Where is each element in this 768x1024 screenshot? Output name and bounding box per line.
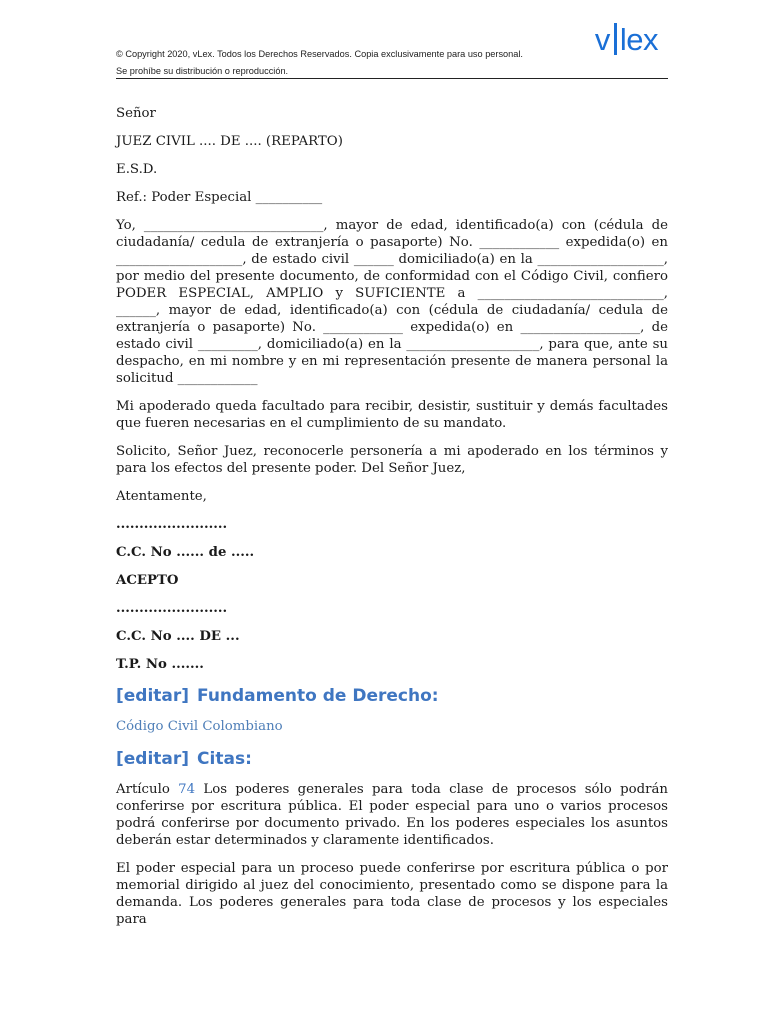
fundamento-title: Fundamento de Derecho: bbox=[197, 686, 439, 706]
powers-paragraph: Mi apoderado queda facultado para recibir, desistir, sustituir y demás facultades que fueren necesarias en el cumplimiento de su mandato. bbox=[116, 399, 668, 431]
cc-attorney: C.C. No .... DE ... bbox=[116, 629, 240, 644]
special-power-paragraph: El poder especial para un proceso puede conferirse por escritura pública o por memorial dirigido al juez del conocimiento, presentado como se dispone para la demanda. Los poderes generales para toda clase de procesos y los especiales para bbox=[116, 861, 668, 927]
accept-label: ACEPTO bbox=[116, 573, 179, 588]
document-page bbox=[116, 0, 668, 927]
edit-citas-link[interactable]: [editar] bbox=[116, 749, 190, 769]
cc-grantor: C.C. No ...... de ..... bbox=[116, 545, 255, 560]
copyright-notice bbox=[116, 46, 523, 80]
grant-paragraph: Yo, ___________________________, mayor de edad, identificado(a) con (cédula de ciudadanía/ cedula de extranjería o pasaporte) No. ____________ expedida(o) en ___________________, de estado civil ______ domiciliado(a) en la ___________________, por medio del presente documento, de conformidad con el Código Civil, confiero PODER ESPECIAL, AMPLIO y SUFICIENTE a ____________________________, ______, mayor de edad, identificado(a) con (cédula de ciudadanía/ cedula de extranjería o pasaporte) No. ____________ expedida(o) en __________________, de estado civil _________, domiciliado(a) en la ____________________, para que, ante su despacho, en mi nombre y en mi representación presente de manera personal la solicitud ____________ bbox=[116, 218, 668, 386]
request-paragraph: Solicito, Señor Juez, reconocerle personería a mi apoderado en los términos y para los efectos del presente poder. Del Señor Juez, bbox=[116, 444, 668, 476]
edit-fundamento-link[interactable]: [editar] bbox=[116, 686, 190, 706]
reference-line: Ref.: Poder Especial __________ bbox=[116, 190, 323, 205]
signature-line-attorney: ........................ bbox=[116, 601, 228, 616]
codigo-civil-link[interactable]: Código Civil Colombiano bbox=[116, 719, 283, 734]
copyright-line-2: Se prohíbe su distribución o reproducción. bbox=[116, 66, 289, 76]
addressee: JUEZ CIVIL .... DE .... (REPARTO) bbox=[116, 134, 343, 149]
document-body bbox=[116, 105, 668, 939]
tp-attorney: T.P. No ....... bbox=[116, 657, 204, 672]
citas-heading bbox=[116, 747, 668, 771]
signature-line-grantor: ........................ bbox=[116, 517, 228, 532]
closing: Atentamente, bbox=[116, 489, 207, 504]
article-text: Los poderes generales para toda clase de procesos sólo podrán conferirse por escritura pública. El poder especial para uno o varios procesos podrá conferirse por documento privado. En los poderes especiales los asuntos deberán estar determinados y claramente identificados. bbox=[116, 782, 668, 848]
article-paragraph bbox=[116, 781, 668, 849]
article-number-link[interactable]: 74 bbox=[178, 782, 196, 797]
copyright-line-1: © Copyright 2020, vLex. Todos los Derechos Reservados. Copia exclusivamente para uso personal. bbox=[116, 49, 523, 59]
logo-divider-bar bbox=[614, 23, 617, 55]
esd-line: E.S.D. bbox=[116, 162, 158, 177]
article-prefix: Artículo bbox=[116, 782, 170, 797]
logo-letter-v: v bbox=[594, 22, 610, 57]
logo-letters-lex: lex bbox=[619, 22, 658, 57]
page-header bbox=[116, 0, 668, 79]
fundamento-heading bbox=[116, 684, 668, 708]
citas-title: Citas: bbox=[197, 749, 252, 769]
salutation: Señor bbox=[116, 106, 156, 121]
vlex-logo[interactable] bbox=[595, 22, 658, 58]
